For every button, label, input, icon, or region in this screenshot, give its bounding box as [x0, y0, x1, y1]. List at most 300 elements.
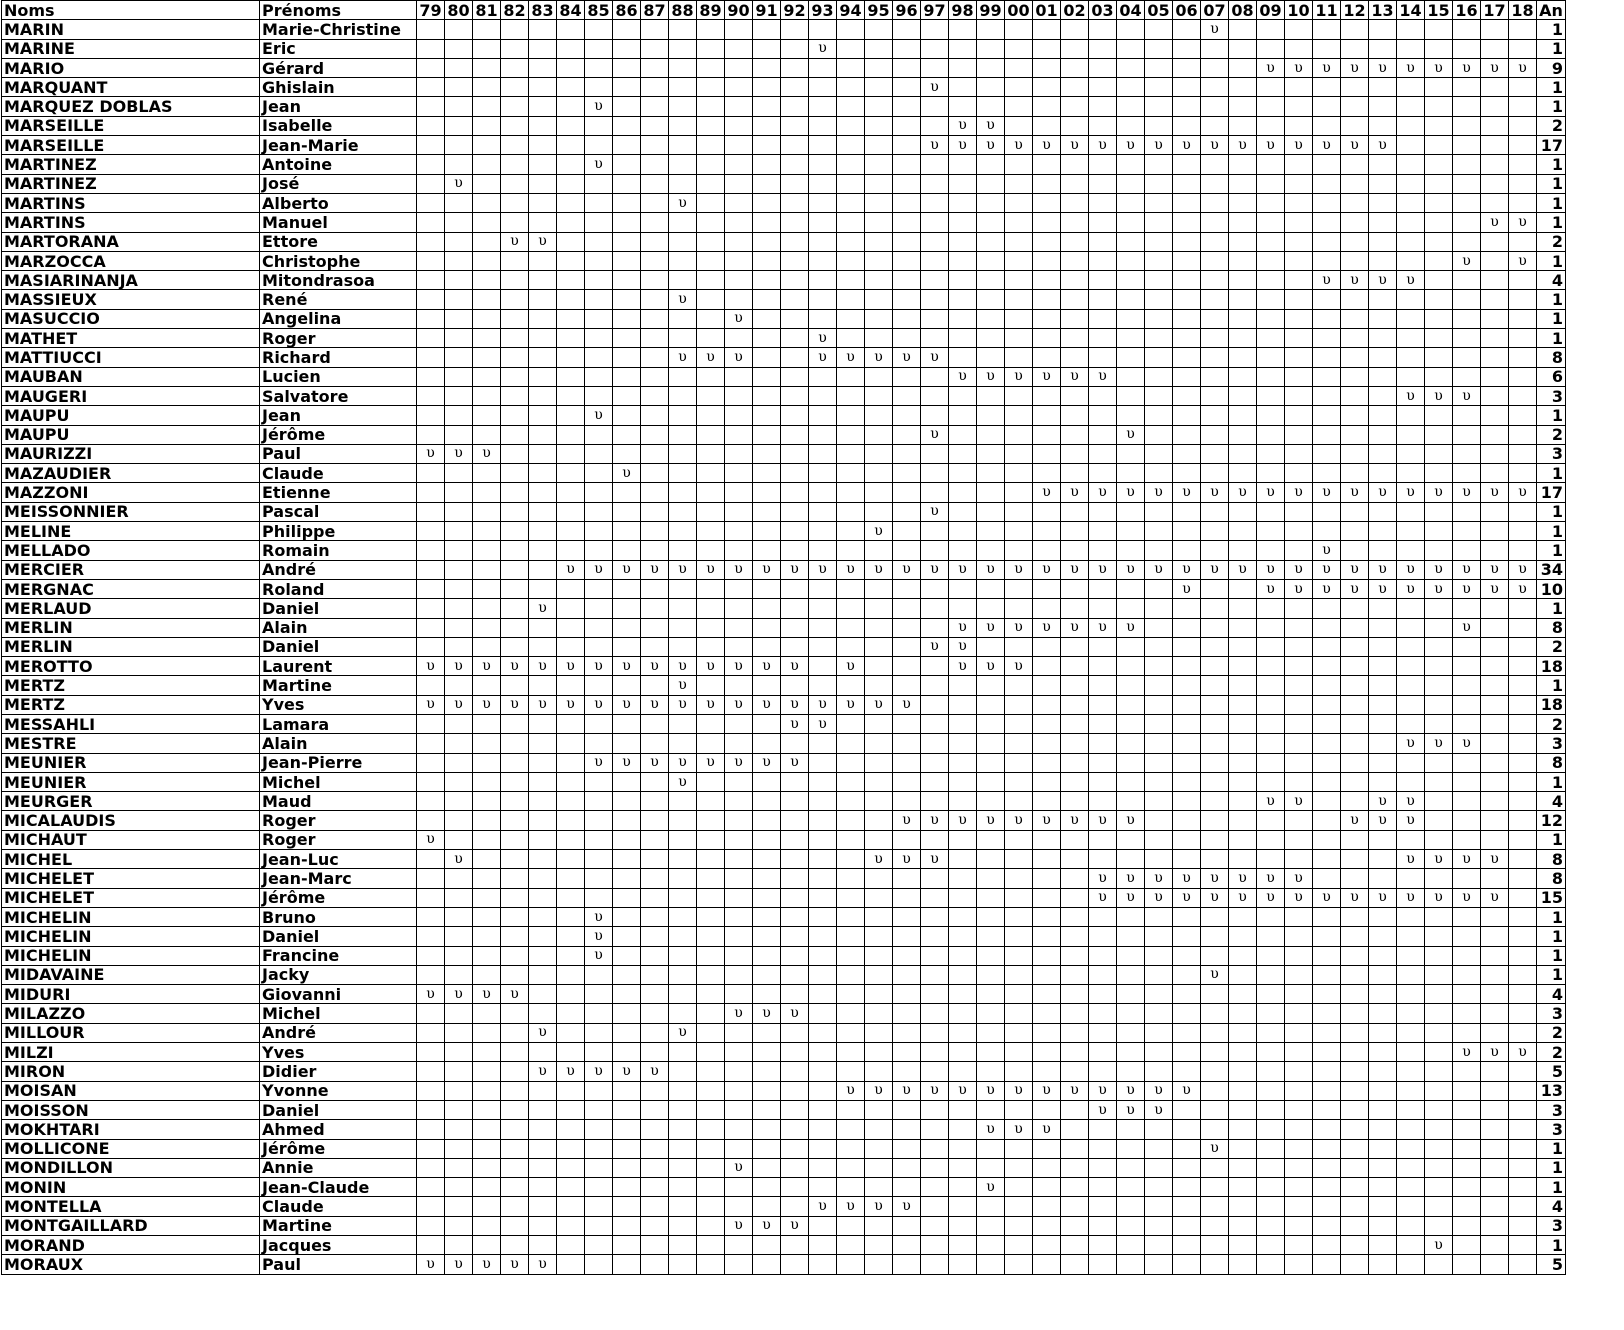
year-cell — [641, 329, 669, 348]
year-cell — [837, 213, 865, 232]
year-cell — [921, 329, 949, 348]
year-cell — [1033, 907, 1061, 926]
year-cell — [1145, 502, 1173, 521]
year-cell — [585, 965, 613, 984]
year-cell — [697, 1043, 725, 1062]
year-cell — [1145, 193, 1173, 212]
year-cell — [585, 386, 613, 405]
year-cell: υ — [1425, 483, 1453, 502]
year-cell — [1481, 676, 1509, 695]
year-cell — [697, 734, 725, 753]
year-cell — [809, 425, 837, 444]
year-cell — [613, 772, 641, 791]
year-cell — [1453, 116, 1481, 135]
year-cell — [1173, 1062, 1201, 1081]
year-cell — [641, 579, 669, 598]
year-cell — [445, 329, 473, 348]
year-cell — [1173, 1255, 1201, 1274]
nom-cell: MARTINS — [2, 193, 260, 212]
year-cell — [1481, 271, 1509, 290]
table-row — [2, 20, 1566, 39]
year-cell — [921, 792, 949, 811]
year-cell — [1089, 39, 1117, 58]
year-cell — [1257, 348, 1285, 367]
year-cell — [1369, 541, 1397, 560]
year-cell — [585, 232, 613, 251]
year-cell — [949, 753, 977, 772]
year-cell — [473, 792, 501, 811]
year-cell — [837, 1100, 865, 1119]
year-cell — [669, 1255, 697, 1274]
year-cell — [725, 78, 753, 97]
year-cell — [977, 290, 1005, 309]
year-cell — [753, 1178, 781, 1197]
year-cell — [1061, 290, 1089, 309]
year-cell — [1033, 772, 1061, 791]
year-cell: υ — [1453, 618, 1481, 637]
year-cell — [529, 193, 557, 212]
year-cell: υ — [1089, 367, 1117, 386]
nom-cell: MARINE — [2, 39, 260, 58]
year-cell — [1005, 58, 1033, 77]
year-cell — [949, 97, 977, 116]
year-cell — [977, 39, 1005, 58]
year-cell — [1341, 907, 1369, 926]
year-cell — [949, 541, 977, 560]
an-cell: 1 — [1537, 1178, 1566, 1197]
year-cell: υ — [417, 1255, 445, 1274]
year-cell — [557, 425, 585, 444]
year-cell — [669, 618, 697, 637]
year-cell — [1369, 830, 1397, 849]
year-cell — [1033, 985, 1061, 1004]
year-cell: υ — [809, 714, 837, 733]
year-cell — [1033, 1100, 1061, 1119]
year-cell — [1145, 946, 1173, 965]
year-cell — [1313, 1197, 1341, 1216]
year-cell — [1061, 1043, 1089, 1062]
nom-cell: MERTZ — [2, 676, 260, 695]
year-cell — [977, 1197, 1005, 1216]
year-cell — [949, 1100, 977, 1119]
year-cell — [557, 502, 585, 521]
year-cell — [1061, 850, 1089, 869]
year-cell: υ — [1257, 136, 1285, 155]
year-cell — [1369, 850, 1397, 869]
year-cell — [417, 406, 445, 425]
year-cell: υ — [837, 695, 865, 714]
year-cell — [1341, 1216, 1369, 1235]
year-cell: υ — [1089, 136, 1117, 155]
year-cell — [1229, 1139, 1257, 1158]
year-cell — [1285, 1100, 1313, 1119]
year-cell — [1117, 271, 1145, 290]
year-cell — [1061, 1139, 1089, 1158]
year-cell — [1453, 1081, 1481, 1100]
year-cell — [725, 367, 753, 386]
table-row — [2, 193, 1566, 212]
nom-cell: MESSAHLI — [2, 714, 260, 733]
year-cell: υ — [1341, 560, 1369, 579]
nom-cell: MARQUEZ DOBLAS — [2, 97, 260, 116]
year-cell — [1117, 348, 1145, 367]
year-cell — [781, 1062, 809, 1081]
year-cell — [753, 850, 781, 869]
year-cell — [529, 560, 557, 579]
prenom-cell: Jérôme — [260, 425, 417, 444]
year-cell — [557, 1255, 585, 1274]
year-cell — [781, 541, 809, 560]
year-cell — [725, 97, 753, 116]
header-year: 11 — [1313, 1, 1341, 20]
year-cell: υ — [1369, 58, 1397, 77]
year-cell: υ — [585, 155, 613, 174]
year-cell — [1089, 1158, 1117, 1177]
nom-cell: MICHEL — [2, 850, 260, 869]
year-cell — [1173, 985, 1201, 1004]
year-cell — [1481, 329, 1509, 348]
year-cell — [1201, 290, 1229, 309]
year-cell — [1453, 464, 1481, 483]
year-cell — [809, 444, 837, 463]
year-cell: υ — [865, 850, 893, 869]
year-cell — [1341, 657, 1369, 676]
year-cell — [557, 965, 585, 984]
year-cell — [613, 714, 641, 733]
year-cell — [529, 714, 557, 733]
year-cell — [501, 271, 529, 290]
year-cell — [1089, 657, 1117, 676]
an-cell: 3 — [1537, 1004, 1566, 1023]
prenom-cell: Annie — [260, 1158, 417, 1177]
year-cell — [977, 386, 1005, 405]
year-cell — [893, 1139, 921, 1158]
year-cell — [1313, 927, 1341, 946]
year-cell — [669, 1043, 697, 1062]
year-cell — [585, 618, 613, 637]
year-cell — [725, 116, 753, 135]
year-cell — [697, 1062, 725, 1081]
year-cell — [1425, 174, 1453, 193]
year-cell — [417, 560, 445, 579]
year-cell — [641, 772, 669, 791]
year-cell — [837, 599, 865, 618]
year-cell — [1313, 1158, 1341, 1177]
year-cell — [585, 1236, 613, 1255]
year-cell — [1257, 907, 1285, 926]
year-cell — [1005, 97, 1033, 116]
year-cell: υ — [1201, 965, 1229, 984]
year-cell — [809, 464, 837, 483]
year-cell — [445, 618, 473, 637]
year-cell — [557, 907, 585, 926]
year-cell — [697, 1216, 725, 1235]
year-cell — [697, 309, 725, 328]
year-cell — [417, 1062, 445, 1081]
year-cell — [613, 425, 641, 444]
year-cell — [1425, 792, 1453, 811]
header-year: 91 — [753, 1, 781, 20]
year-cell — [585, 1139, 613, 1158]
year-cell: υ — [1481, 1043, 1509, 1062]
year-cell: υ — [1481, 213, 1509, 232]
year-cell — [949, 1158, 977, 1177]
year-cell — [1481, 618, 1509, 637]
year-cell — [1033, 1043, 1061, 1062]
year-cell — [753, 502, 781, 521]
year-cell — [529, 541, 557, 560]
year-cell — [1061, 1158, 1089, 1177]
year-cell — [1005, 290, 1033, 309]
year-cell — [529, 367, 557, 386]
year-cell — [529, 753, 557, 772]
year-cell — [697, 1081, 725, 1100]
prenom-cell: Jean-Pierre — [260, 753, 417, 772]
year-cell — [1313, 116, 1341, 135]
year-cell — [417, 792, 445, 811]
year-cell — [1173, 1120, 1201, 1139]
year-cell — [473, 907, 501, 926]
year-cell — [1089, 58, 1117, 77]
year-cell — [949, 406, 977, 425]
year-cell — [921, 618, 949, 637]
year-cell — [921, 1158, 949, 1177]
year-cell — [1173, 676, 1201, 695]
year-cell — [949, 1255, 977, 1274]
year-cell — [1229, 1120, 1257, 1139]
year-cell: υ — [1425, 58, 1453, 77]
year-cell — [1369, 1120, 1397, 1139]
nom-cell: MILLOUR — [2, 1023, 260, 1042]
year-cell — [1033, 39, 1061, 58]
year-cell — [1509, 676, 1537, 695]
year-cell — [669, 116, 697, 135]
year-cell — [1229, 792, 1257, 811]
year-cell — [1089, 444, 1117, 463]
year-cell: υ — [1117, 1081, 1145, 1100]
table-row — [2, 232, 1566, 251]
year-cell — [697, 483, 725, 502]
year-cell: υ — [557, 560, 585, 579]
year-cell: υ — [977, 136, 1005, 155]
year-cell — [473, 579, 501, 598]
year-cell — [1425, 965, 1453, 984]
year-cell: υ — [1369, 136, 1397, 155]
year-cell — [1173, 386, 1201, 405]
year-cell — [473, 1236, 501, 1255]
year-cell — [865, 714, 893, 733]
year-cell — [1257, 20, 1285, 39]
year-cell — [1257, 464, 1285, 483]
year-cell: υ — [1145, 1081, 1173, 1100]
year-cell — [893, 772, 921, 791]
nom-cell: MAUPU — [2, 425, 260, 444]
year-cell: υ — [1425, 850, 1453, 869]
year-cell — [557, 985, 585, 1004]
year-cell — [1313, 367, 1341, 386]
year-cell: υ — [1453, 734, 1481, 753]
year-cell — [1397, 714, 1425, 733]
year-cell — [417, 907, 445, 926]
an-cell: 6 — [1537, 367, 1566, 386]
year-cell: υ — [1005, 657, 1033, 676]
year-cell — [585, 1043, 613, 1062]
year-cell — [1201, 946, 1229, 965]
year-cell — [557, 309, 585, 328]
year-cell: υ — [529, 1255, 557, 1274]
year-cell — [1313, 695, 1341, 714]
year-cell — [1061, 1004, 1089, 1023]
year-cell — [585, 116, 613, 135]
year-cell — [893, 483, 921, 502]
year-cell — [613, 309, 641, 328]
year-cell: υ — [1089, 1081, 1117, 1100]
table-row — [2, 714, 1566, 733]
year-cell — [1285, 1216, 1313, 1235]
year-cell — [1341, 1004, 1369, 1023]
year-cell — [949, 869, 977, 888]
year-cell — [1425, 676, 1453, 695]
year-cell — [445, 406, 473, 425]
year-cell — [1481, 425, 1509, 444]
year-cell — [725, 1178, 753, 1197]
year-cell: υ — [1089, 560, 1117, 579]
nom-cell: MICHAUT — [2, 830, 260, 849]
year-cell — [1005, 676, 1033, 695]
year-cell — [445, 560, 473, 579]
year-cell — [501, 39, 529, 58]
year-cell — [1173, 116, 1201, 135]
year-cell — [641, 20, 669, 39]
year-cell — [1369, 329, 1397, 348]
year-cell: υ — [1145, 136, 1173, 155]
year-cell — [1257, 1236, 1285, 1255]
year-cell — [1173, 1043, 1201, 1062]
year-cell: υ — [1453, 483, 1481, 502]
year-cell — [1061, 1216, 1089, 1235]
year-cell — [1229, 579, 1257, 598]
year-cell — [1285, 329, 1313, 348]
an-cell: 10 — [1537, 579, 1566, 598]
year-cell — [1229, 695, 1257, 714]
year-cell: υ — [1453, 579, 1481, 598]
year-cell — [1369, 232, 1397, 251]
year-cell — [893, 1004, 921, 1023]
year-cell — [1229, 1158, 1257, 1177]
year-cell — [1117, 1139, 1145, 1158]
year-cell — [921, 1178, 949, 1197]
year-cell — [501, 927, 529, 946]
year-cell — [641, 406, 669, 425]
year-cell — [753, 1158, 781, 1177]
year-cell — [417, 522, 445, 541]
year-cell — [445, 155, 473, 174]
year-cell — [529, 676, 557, 695]
year-cell — [837, 753, 865, 772]
year-cell — [865, 329, 893, 348]
year-cell — [1173, 464, 1201, 483]
year-cell — [1397, 927, 1425, 946]
year-cell — [697, 502, 725, 521]
year-cell — [865, 907, 893, 926]
year-cell — [1201, 39, 1229, 58]
year-cell — [1005, 869, 1033, 888]
year-cell — [1033, 425, 1061, 444]
year-cell — [809, 676, 837, 695]
year-cell — [557, 676, 585, 695]
year-cell — [1313, 522, 1341, 541]
year-cell — [473, 1216, 501, 1235]
year-cell — [1285, 637, 1313, 656]
year-cell — [1033, 348, 1061, 367]
nom-cell: MARTORANA — [2, 232, 260, 251]
year-cell — [1397, 907, 1425, 926]
year-cell — [445, 425, 473, 444]
year-cell — [725, 618, 753, 637]
year-cell — [557, 830, 585, 849]
year-cell — [1453, 97, 1481, 116]
nom-cell: MEUNIER — [2, 772, 260, 791]
year-cell — [585, 193, 613, 212]
year-cell — [949, 213, 977, 232]
year-cell — [1313, 734, 1341, 753]
year-cell — [529, 830, 557, 849]
year-cell — [473, 734, 501, 753]
header-year: 01 — [1033, 1, 1061, 20]
year-cell — [1229, 1197, 1257, 1216]
year-cell — [529, 1236, 557, 1255]
year-cell — [781, 444, 809, 463]
year-cell — [529, 116, 557, 135]
year-cell — [1341, 367, 1369, 386]
year-cell — [1089, 1236, 1117, 1255]
prenom-cell: Daniel — [260, 927, 417, 946]
year-cell — [1173, 1216, 1201, 1235]
year-cell — [1481, 599, 1509, 618]
prenom-cell: Claude — [260, 1197, 417, 1216]
year-cell — [697, 213, 725, 232]
year-cell — [865, 1158, 893, 1177]
prenom-cell: Alain — [260, 618, 417, 637]
year-cell: υ — [893, 1197, 921, 1216]
year-cell — [977, 329, 1005, 348]
year-cell: υ — [865, 1081, 893, 1100]
year-cell — [781, 20, 809, 39]
year-cell — [1061, 830, 1089, 849]
year-cell — [837, 869, 865, 888]
year-cell: υ — [1369, 560, 1397, 579]
year-cell — [1089, 193, 1117, 212]
year-cell — [585, 464, 613, 483]
year-cell — [1089, 599, 1117, 618]
year-cell — [781, 78, 809, 97]
year-cell — [1509, 155, 1537, 174]
year-cell — [557, 734, 585, 753]
table-row — [2, 329, 1566, 348]
year-cell — [445, 348, 473, 367]
year-cell — [1005, 1158, 1033, 1177]
year-cell: υ — [669, 676, 697, 695]
year-cell: υ — [893, 348, 921, 367]
nom-cell: MAZZONI — [2, 483, 260, 502]
year-cell — [1369, 522, 1397, 541]
year-cell — [1201, 78, 1229, 97]
year-cell: υ — [1313, 579, 1341, 598]
year-cell — [613, 406, 641, 425]
year-cell — [417, 290, 445, 309]
year-cell — [1453, 1062, 1481, 1081]
year-cell — [753, 97, 781, 116]
